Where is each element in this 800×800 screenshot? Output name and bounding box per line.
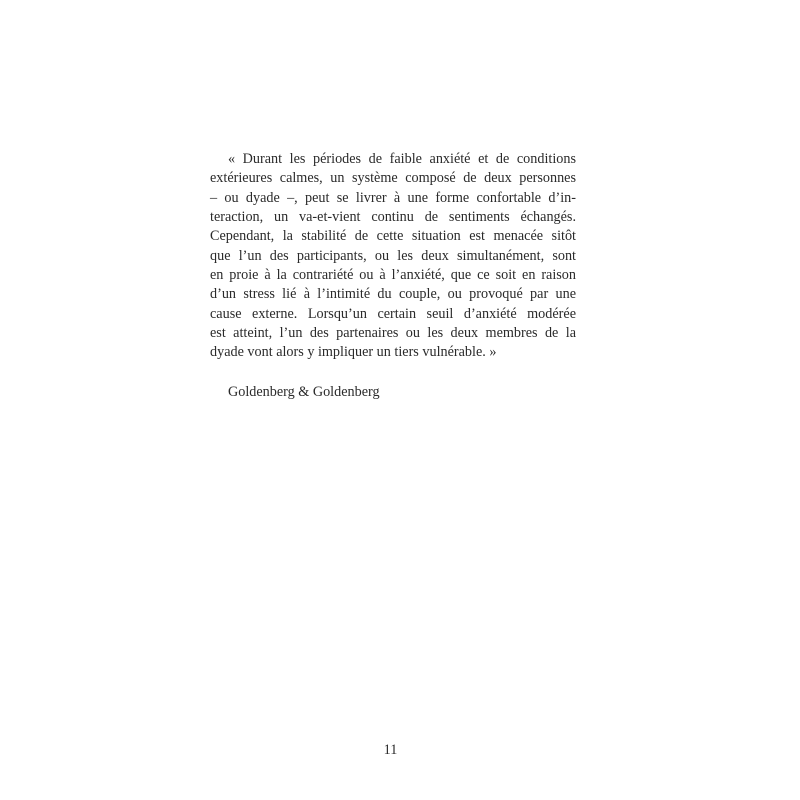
- quote-line: est atteint, l’un des partenaires ou les deux membres de la: [210, 325, 576, 342]
- quote-line: cause externe. Lorsqu’un certain seuil d’anxiété modérée: [210, 305, 576, 322]
- quote-line: Cependant, la stabilité de cette situation est menacée sitôt: [210, 228, 576, 245]
- quote-attribution: Goldenberg & Goldenberg: [228, 384, 380, 400]
- quote-line: en proie à la contrariété ou à l’anxiété, que ce soit en raison: [210, 267, 576, 284]
- quote-line: que l’un des participants, ou les deux simultanément, sont: [210, 247, 576, 264]
- quote-line: – ou dyade –, peut se livrer à une forme confortable d’in-: [210, 189, 576, 206]
- quote-line: « Durant les périodes de faible anxiété et de conditions: [228, 151, 576, 167]
- quote-block: [210, 150, 576, 363]
- quote-line: d’un stress lié à l’intimité du couple, ou provoqué par une: [210, 286, 576, 303]
- quote-line: teraction, un va-et-vient continu de sentiments échangés.: [210, 209, 576, 226]
- quote-line: dyade vont alors y impliquer un tiers vulnérable. »: [210, 344, 497, 361]
- page-number: 11: [383, 742, 398, 758]
- quote-line: extérieures calmes, un système composé de deux personnes: [210, 170, 576, 187]
